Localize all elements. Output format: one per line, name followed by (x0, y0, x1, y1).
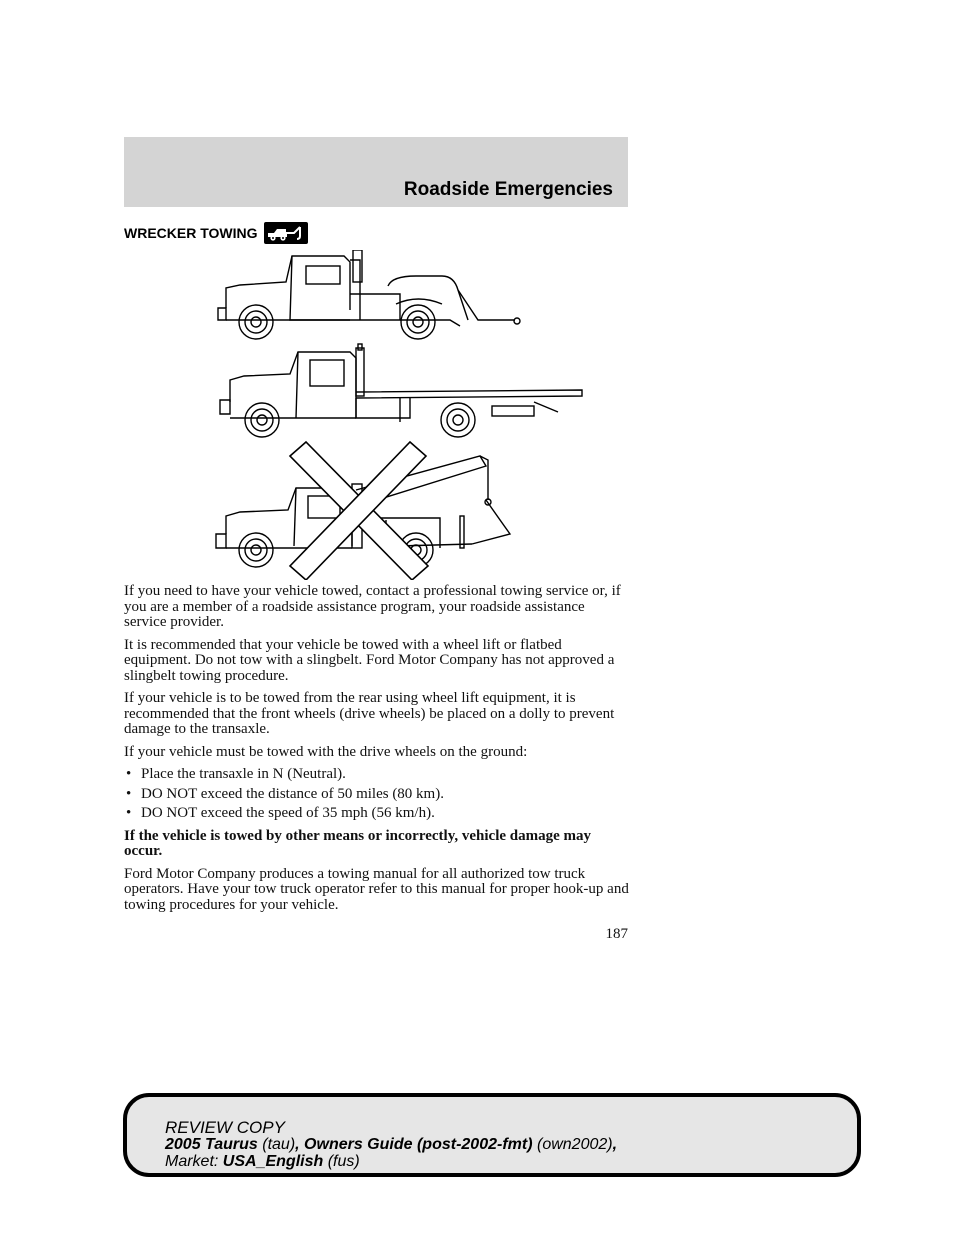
header-band (124, 137, 628, 207)
section-heading-text: WRECKER TOWING (124, 225, 258, 241)
paragraph-drive-wheels: If your vehicle must be towed with the drive wheels on the ground: (124, 743, 528, 760)
page-title: Roadside Emergencies (403, 179, 613, 200)
paragraph-contact-towing: If you need to have your vehicle towed, contact a professional towing service or, if you are a member of a roadside assistance program, your roadside assistance service provider. (124, 583, 621, 630)
review-copy-footer (123, 1093, 861, 1177)
flatbed-truck (220, 344, 582, 437)
towing-illustration (210, 250, 590, 580)
tow-truck-icon (264, 222, 308, 244)
paragraph-towing-manual: Ford Motor Company produces a towing manual for all authorized tow truck operators. Have your tow truck operator refer to this manual for proper hook-up and towing procedures for your vehicle. (124, 865, 629, 913)
towing-rules-list (124, 767, 630, 822)
footer-line-3: Market: USA_English (fus) (165, 1153, 360, 1170)
prohibited-x-mark (290, 442, 428, 580)
list-item: • DO NOT exceed the speed of 35 mph (56 km/h). (126, 805, 435, 821)
list-item: • Place the transaxle in N (Neutral). (126, 766, 346, 782)
section-heading (124, 222, 308, 244)
page-number: 187 (605, 926, 628, 942)
paragraph-rear-towing: If your vehicle is to be towed from the rear using wheel lift equipment, it is recommended that the front wheels (drive wheels) be placed on a dolly to prevent damage to the transaxle. (124, 690, 615, 737)
list-item: • DO NOT exceed the distance of 50 miles (80 km). (126, 785, 444, 802)
paragraph-recommended-equipment: It is recommended that your vehicle be towed with a wheel lift or flatbed equipment. Do not tow with a slingbelt. Ford Motor Company has not approved a slingbelt towing procedure. (124, 636, 615, 684)
footer-line-2: 2005 Taurus (tau), Owners Guide (post-2002-fmt) (own2002), (165, 1136, 618, 1153)
wheel-lift-truck (218, 250, 520, 339)
footer-text (165, 1119, 617, 1170)
review-copy-label: REVIEW COPY (165, 1118, 285, 1137)
body-text (124, 584, 630, 920)
warning-text: If the vehicle is towed by other means or incorrectly, vehicle damage may occur. (124, 827, 592, 859)
